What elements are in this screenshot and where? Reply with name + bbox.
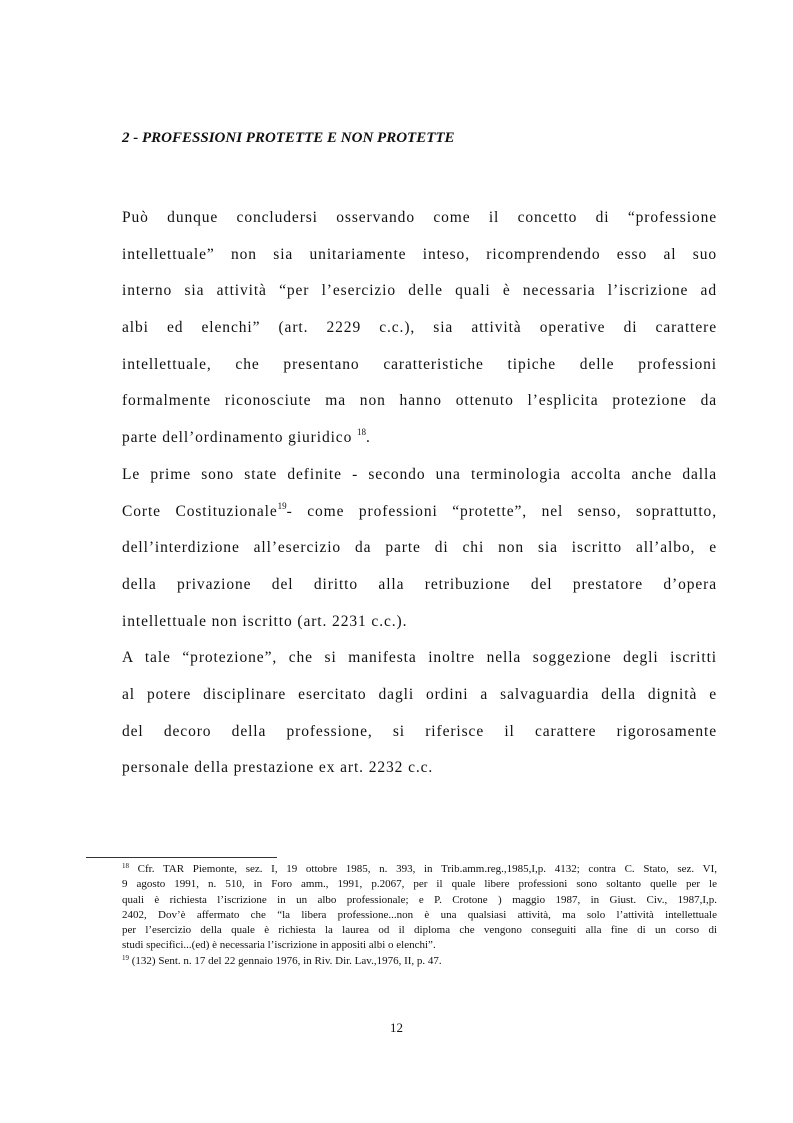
body-line-end: . bbox=[366, 429, 371, 447]
footnote-separator bbox=[86, 857, 277, 858]
body-line-text: - come professioni “protette”, nel senso, soprattutto, bbox=[286, 502, 717, 520]
footnote-18-line: 2402, Dov’è affermato che “la libera professione...non è una qualsiasi attività, ma solo l’attività intellettuale bbox=[122, 908, 717, 921]
body-line: formalmente riconosciute ma non hanno ottenuto l’esplicita protezione da bbox=[122, 392, 717, 410]
footnote-ref-19[interactable]: 19 bbox=[277, 500, 287, 511]
footnote-19-text: (132) Sent. n. 17 del 22 gennaio 1976, in Riv. Dir. Lav.,1976, II, p. 47. bbox=[129, 954, 442, 967]
body-line-text: Corte Costituzionale bbox=[122, 502, 278, 520]
body-line: del decoro della professione, si riferisce il carattere rigorosamente bbox=[122, 722, 717, 740]
section-heading: 2 - PROFESSIONI PROTETTE E NON PROTETTE bbox=[122, 130, 455, 146]
body-line bbox=[122, 494, 717, 531]
footnote-19-number: 19 bbox=[122, 953, 129, 962]
body-line: della privazione del diritto alla retribuzione del prestatore d’opera bbox=[122, 575, 717, 593]
footnote-18-line: per l’esercizio della quale è richiesta la laurea od il diploma che vengono conseguiti alla fine di un corso di bbox=[122, 924, 717, 937]
page-number: 12 bbox=[390, 1020, 403, 1035]
footnote-18-number: 18 bbox=[122, 862, 129, 870]
footnote-18-line: quali è richiesta l’iscrizione in un albo professionale; e P. Crotone ) maggio 1987, in Giust. Civ., 1987,I,p. bbox=[122, 893, 717, 906]
footnote-18-text: Cfr. TAR Piemonte, sez. I, 19 ottobre 1985, n. 393, in Trib.amm.reg.,1985,I,p. 4132; contra C. Stato, sez. VI, bbox=[129, 863, 717, 875]
footnote-18-line: 9 agosto 1991, n. 510, in Foro amm., 1991, p.2067, per il quale libere professioni sono soltanto quelle per le bbox=[122, 878, 717, 891]
body-line bbox=[122, 420, 717, 457]
footnote-18-line: studi specifici...(ed) è necessaria l’iscrizione in appositi albi o elenchi”. bbox=[122, 939, 436, 952]
body-line: intellettuale, che presentano caratteristiche tipiche delle professioni bbox=[122, 355, 717, 373]
body-paragraphs bbox=[122, 200, 717, 787]
footnotes bbox=[122, 862, 717, 969]
body-line: A tale “protezione”, che si manifesta inoltre nella soggezione degli iscritti bbox=[122, 649, 717, 667]
body-line: personale della prestazione ex art. 2232 c.c. bbox=[122, 759, 434, 777]
body-line: Può dunque concludersi osservando come il concetto di “professione bbox=[122, 209, 717, 226]
body-line: intellettuale non iscritto (art. 2231 c.c.). bbox=[122, 612, 408, 630]
body-line: intellettuale” non sia unitariamente inteso, ricomprendendo esso al suo bbox=[122, 245, 717, 263]
body-line: Le prime sono state definite - secondo una terminologia accolta anche dalla bbox=[122, 465, 717, 483]
body-line: dell’interdizione all’esercizio da parte di chi non sia iscritto all’albo, e bbox=[122, 539, 717, 557]
body-line: interno sia attività “per l’esercizio delle quali è necessaria l’iscrizione ad bbox=[122, 282, 717, 300]
footnote-ref-18[interactable]: 18 bbox=[357, 427, 367, 438]
body-line: albi ed elenchi” (art. 2229 c.c.), sia attività operative di carattere bbox=[122, 319, 717, 337]
footnote-18-line bbox=[122, 862, 717, 877]
body-line-text: parte dell’ordinamento giuridico bbox=[122, 429, 358, 447]
body-line: al potere disciplinare esercitato dagli ordini a salvaguardia della dignità e bbox=[122, 685, 717, 703]
footnote-19-line bbox=[122, 954, 717, 969]
